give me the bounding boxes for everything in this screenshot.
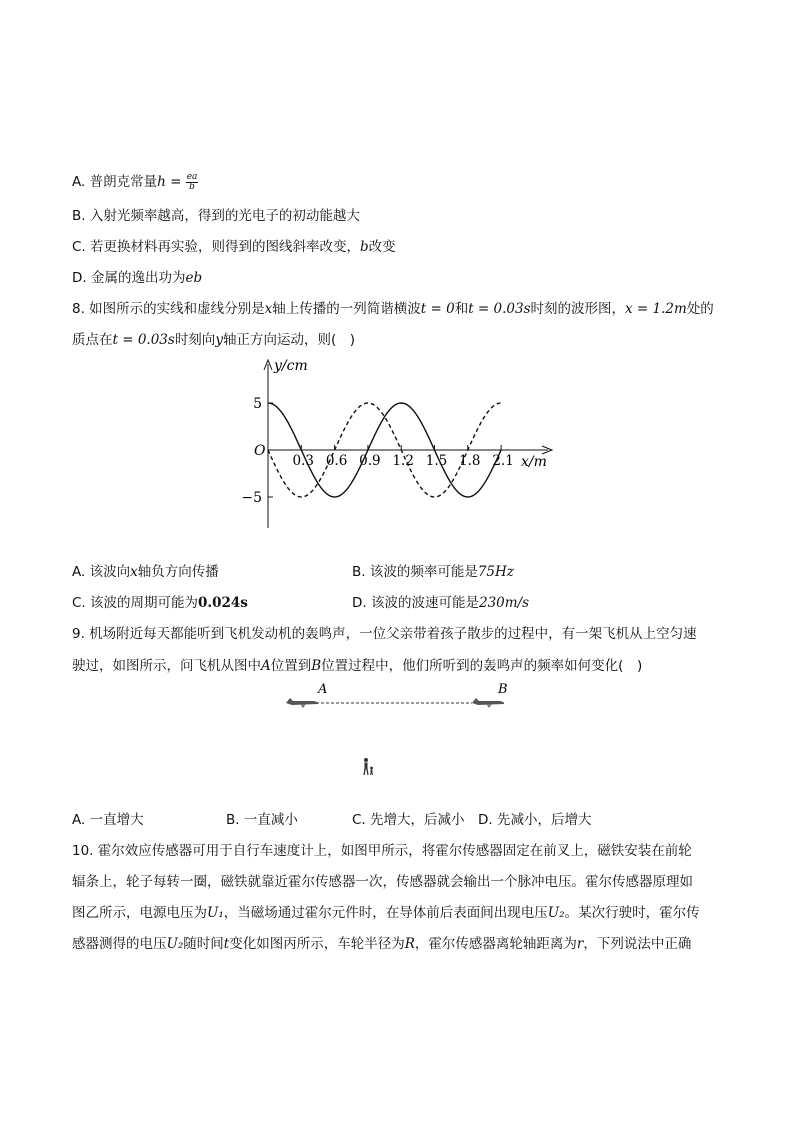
q8-text: 时刻向 — [174, 332, 216, 348]
q8-option-b — [352, 562, 514, 582]
q7-fraction-denominator: b — [189, 181, 195, 192]
q10-text: 图乙所示，电源电压为 — [72, 905, 207, 921]
q7-option-b: B. 入射光频率越高，得到的光电子的初动能越大 — [72, 208, 360, 224]
q9-text: 位置到 — [270, 658, 312, 674]
q7-option-d-text: D. 金属的逸出功为 — [72, 270, 186, 286]
x-tick-label: 1.8 — [459, 453, 481, 469]
q8-option-d-text: D. 该波的波速可能是 — [352, 595, 479, 611]
q9-option-c: C. 先增大，后减小 — [352, 812, 465, 828]
q8-option-a-tail: 轴负方向传播 — [137, 564, 219, 580]
q10-stem-line-3 — [72, 903, 700, 923]
x-tick-label: 1.5 — [425, 453, 448, 469]
label-a: A — [318, 682, 328, 697]
q8-text: 处的 — [686, 301, 714, 317]
q9-math: A — [261, 658, 271, 674]
q9-text: 位置过程中，他们所听到的轰鸣声的频率如何变化( ) — [321, 658, 643, 674]
q7-fraction-numerator: ea — [186, 171, 198, 182]
q7-option-a-math: h = — [157, 174, 186, 190]
q8-option-a-var: x — [130, 564, 138, 580]
x-tick-label: 1.2 — [392, 453, 414, 469]
x-tick-label: 0.6 — [325, 453, 348, 469]
x-tick-label: 0.9 — [359, 453, 381, 469]
q8-math: x — [264, 301, 273, 317]
wave-graph — [230, 352, 570, 542]
x-tick-label: 2.1 — [492, 453, 514, 469]
q8-option-a-text: A. 该波向 — [72, 564, 131, 580]
q10-math: U₂ — [547, 905, 565, 921]
q8-text: 轴上传播的一列简谐横波 — [272, 301, 421, 317]
q8-math: y — [215, 332, 223, 348]
airplane-icon — [286, 698, 318, 708]
x-tick-label: 0.3 — [292, 453, 315, 469]
q8-math: t = 0.03s — [112, 332, 175, 348]
q7-option-c-tail: 改变 — [368, 239, 396, 255]
airplane-figure — [280, 680, 520, 780]
q7-option-d-var: eb — [185, 270, 203, 286]
q10-math: r — [576, 936, 584, 952]
q8-text: 8. 如图所示的实线和虚线分别是 — [72, 301, 265, 317]
q8-option-c-value: 0.024s — [198, 595, 248, 611]
father-and-child-icon — [364, 758, 373, 775]
y-tick-label: −5 — [241, 490, 262, 506]
q8-option-b-text: B. 该波的频率可能是 — [352, 564, 478, 580]
q8-math: t = 0 — [420, 301, 455, 317]
q8-text: 时刻的波形图， — [530, 301, 626, 317]
q9-option-a: A. 一直增大 — [72, 812, 144, 828]
q8-option-d — [352, 593, 529, 613]
origin-label: O — [254, 443, 266, 459]
q8-option-c — [72, 593, 248, 613]
q10-text: 随时间 — [183, 936, 224, 952]
q9-option-b: B. 一直减小 — [226, 812, 298, 828]
q9-text: 驶过，如图所示，问飞机从图中 — [72, 658, 261, 674]
q10-math: U₁ — [207, 905, 224, 921]
q8-option-b-value: 75Hz — [477, 564, 514, 580]
q8-math: x = 1.2m — [625, 301, 687, 317]
q8-option-c-text: C. 该波的周期可能为 — [72, 595, 199, 611]
q8-option-a — [72, 562, 219, 582]
q8-option-d-value: 230m/s — [478, 595, 530, 611]
q8-text: 质点在 — [72, 332, 113, 348]
q8-text: 和 — [454, 301, 469, 317]
q10-text: 。某次行驶时，霍尔传 — [564, 905, 700, 921]
q7-option-d — [72, 268, 202, 288]
q7-option-c-var: b — [360, 239, 369, 255]
q8-math: t = 0.03s — [468, 301, 531, 317]
x-axis-label: x/m — [521, 454, 547, 470]
q10-text: 变化如图丙所示，车轮半径为 — [229, 936, 405, 952]
q9-math: B — [311, 658, 322, 674]
q10-stem-line-4 — [72, 934, 691, 954]
q7-option-c-text: C. 若更换材料再实验，则得到的图线斜率改变， — [72, 239, 361, 255]
q10-math: U₂ — [166, 936, 184, 952]
q7-option-a-fraction — [186, 173, 199, 192]
q10-text: ，当磁场通过霍尔元件时，在导体前后表面间出现电压 — [223, 905, 548, 921]
q10-text: 感器测得的电压 — [72, 936, 167, 952]
q9-option-d: D. 先减小，后增大 — [478, 812, 592, 828]
q8-text: 轴正方向运动，则( ) — [222, 332, 355, 348]
q10-stem-line-1: 10. 霍尔效应传感器可用于自行车速度计上，如图甲所示，将霍尔传感器固定在前叉上，磁铁安装在前轮 — [72, 843, 692, 859]
q9-stem-line-1: 9. 机场附近每天都能听到飞机发动机的轰鸣声，一位父亲带着孩子散步的过程中，有一架飞机从上空匀速 — [72, 626, 697, 642]
y-axis-label: y/cm — [274, 358, 308, 374]
q10-text: ，下列说法中正确 — [583, 936, 692, 952]
label-b: B — [498, 682, 508, 697]
q7-option-c — [72, 237, 396, 257]
q8-stem-line-2 — [72, 330, 355, 350]
q7-option-a-text: A. 普朗克常量 — [72, 174, 158, 190]
q10-stem-line-2: 辐条上，轮子每转一圈，磁铁就靠近霍尔传感器一次，传感器就会输出一个脉冲电压。霍尔传感器原理如 — [72, 874, 693, 890]
q8-stem-line-1 — [72, 299, 714, 319]
q10-math: t — [223, 936, 230, 952]
y-tick-label: 5 — [253, 396, 262, 412]
q10-text: ，霍尔传感器离轮轴距离为 — [414, 936, 577, 952]
q10-math: R — [404, 936, 415, 952]
q7-option-a — [72, 172, 198, 192]
airplane-icon — [472, 698, 504, 708]
q9-stem-line-2 — [72, 656, 642, 676]
